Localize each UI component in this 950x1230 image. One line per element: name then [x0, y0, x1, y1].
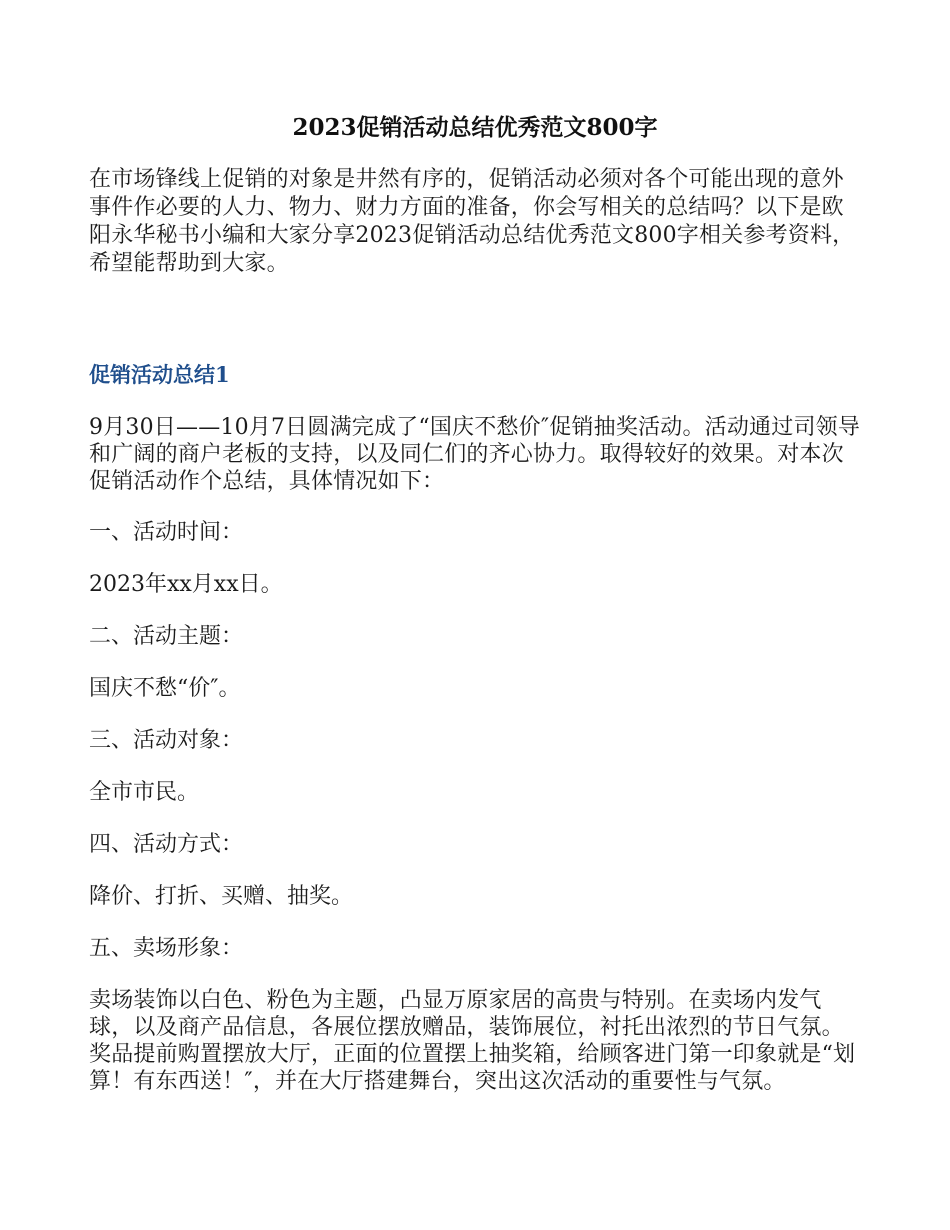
item-label-method: 四、活动方式：: [89, 832, 244, 857]
opening-paragraph: 9月30日——10月7日圆满完成了“国庆不愁价″促销抽奖活动。活动通过司领导和广阔的商户老板的支持，以及同仁们的齐心协力。取得较好的效果。对本次促销活动作个总结，具体情况如下：: [89, 415, 861, 494]
item-value-audience: 全市市民。: [89, 780, 200, 805]
section-heading: 促销活动总结1: [89, 362, 230, 387]
item-label-theme: 二、活动主题：: [89, 624, 244, 649]
item-value-theme: 国庆不愁“价″。: [89, 676, 241, 701]
item-label-store-image: 五、卖场形象：: [89, 936, 244, 961]
document-page: [89, 112, 861, 1119]
item-label-audience: 三、活动对象：: [89, 728, 244, 753]
item-value-method: 降价、打折、买赠、抽奖。: [89, 884, 354, 909]
item-value-time: 2023年xx月xx日。: [89, 572, 283, 597]
item-label-time: 一、活动时间：: [89, 520, 244, 545]
closing-paragraph: 卖场装饰以白色、粉色为主题，凸显万原家居的高贵与特别。在卖场内发气球，以及商产品信息，各展位摆放赠品，装饰展位，衬托出浓烈的节日气氛。奖品提前购置摆放大厅，正面的位置摆上抽奖箱，给顾客进门第一印象就是“划算！有东西送！″，并在大厅搭建舞台，突出这次活动的重要性与气氛。: [89, 988, 856, 1094]
document-title: 2023促销活动总结优秀范文800字: [292, 114, 658, 141]
intro-paragraph: 在市场锋线上促销的对象是井然有序的，促销活动必须对各个可能出现的意外事件作必要的人力、物力、财力方面的准备，你会写相关的总结吗？以下是欧阳永华秘书小编和大家分享2023促销活动总结优秀范文800字相关参考资料，希望能帮助到大家。: [89, 167, 855, 276]
